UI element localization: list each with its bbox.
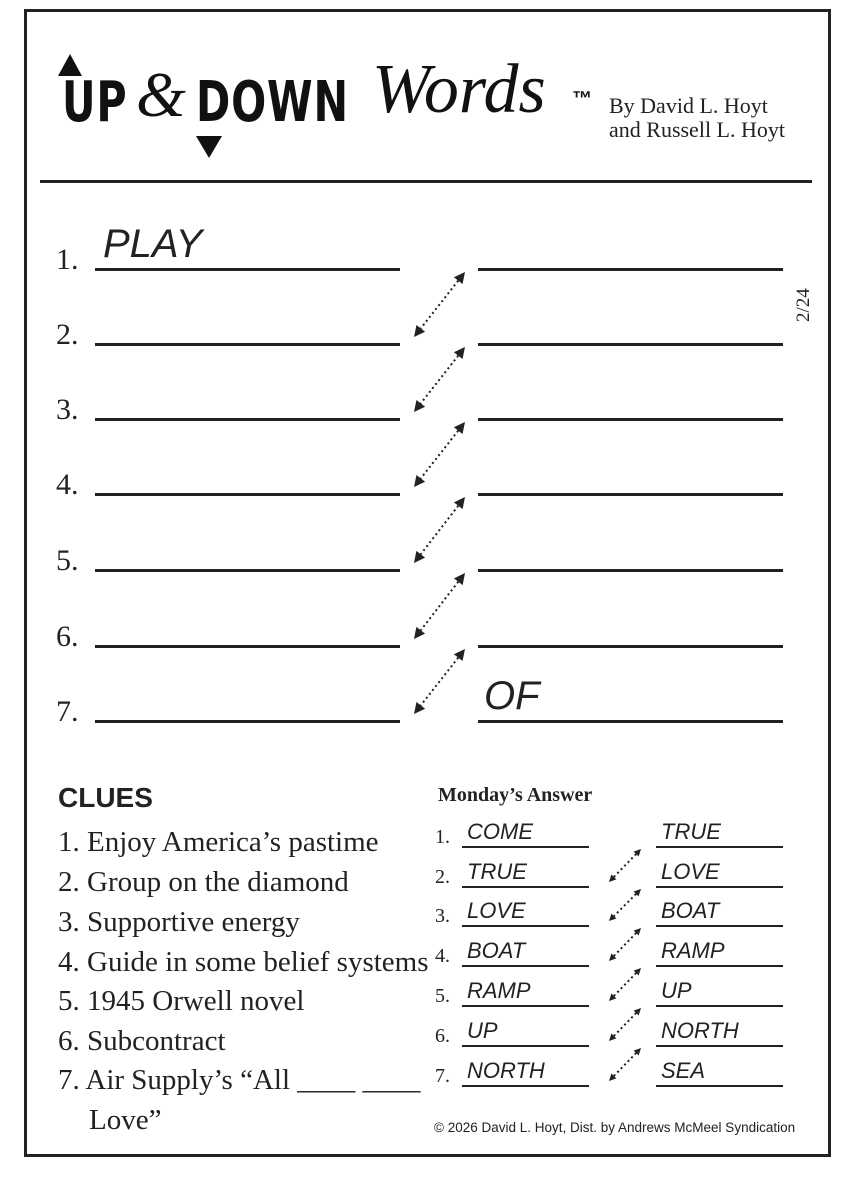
answer-line-right — [656, 965, 783, 967]
clue-item: 3. Supportive energy — [58, 906, 300, 938]
answer-line-left — [462, 886, 589, 888]
double-arrow-icon — [601, 1040, 649, 1089]
row-number: 6. — [56, 620, 79, 653]
left-word: PLAY — [103, 222, 203, 266]
answer-left-word: COME — [467, 819, 533, 844]
row-number: 5. — [56, 544, 79, 577]
answer-row-number: 7. — [435, 1065, 450, 1087]
answer-line-right — [656, 886, 783, 888]
answer-line-left[interactable] — [95, 343, 400, 346]
answer-left-word: TRUE — [467, 859, 527, 884]
answer-row-number: 4. — [435, 945, 450, 967]
answer-line-left[interactable] — [95, 645, 400, 648]
row-number: 4. — [56, 468, 79, 501]
clue-item: 4. Guide in some belief systems — [58, 946, 429, 978]
copyright: © 2026 David L. Hoyt, Dist. by Andrews McMeel Syndication — [434, 1120, 796, 1135]
answer-right-word: UP — [661, 978, 692, 1003]
double-arrow-icon — [406, 339, 473, 420]
clue-item: 7. Air Supply’s “All ____ ____ — [58, 1064, 421, 1096]
double-arrow-icon — [406, 489, 473, 571]
answer-line-right[interactable] — [478, 418, 783, 421]
answer-line-left[interactable] — [95, 418, 400, 421]
header-divider — [40, 180, 812, 183]
answer-line-right[interactable] — [478, 645, 783, 648]
answer-right-word: SEA — [661, 1058, 706, 1083]
double-arrow-icon — [406, 641, 473, 722]
answer-line-left[interactable] — [95, 268, 400, 271]
answer-right-word: TRUE — [661, 819, 721, 844]
byline-author-1: By David L. Hoyt — [609, 93, 768, 118]
answer-line-left — [462, 846, 589, 848]
answer-left-word: LOVE — [467, 898, 526, 923]
logo-ampersand: & — [136, 59, 186, 130]
right-word: OF — [484, 674, 540, 718]
answer-line-left — [462, 1045, 589, 1047]
answer-line-right — [656, 1005, 783, 1007]
row-number: 1. — [56, 243, 79, 276]
answer-right-word: RAMP — [661, 938, 725, 963]
answer-row-number: 5. — [435, 985, 450, 1007]
trademark: ™ — [572, 88, 592, 110]
answer-right-word: LOVE — [661, 859, 720, 884]
answer-line-left — [462, 1005, 589, 1007]
clue-item: 2. Group on the diamond — [58, 866, 349, 898]
answer-row-number: 3. — [435, 905, 450, 927]
answer-line-left[interactable] — [95, 493, 400, 496]
double-arrow-icon — [406, 565, 473, 647]
answer-line-right — [656, 1045, 783, 1047]
answer-left-word: RAMP — [467, 978, 531, 1003]
row-number: 7. — [56, 695, 79, 728]
answer-line-right[interactable] — [478, 343, 783, 346]
clues-title: CLUES — [58, 782, 153, 813]
double-arrow-icon — [406, 264, 473, 345]
answer-line-left — [462, 1085, 589, 1087]
answer-line-right — [656, 925, 783, 927]
answer-right-word: NORTH — [661, 1018, 739, 1043]
row-number: 3. — [56, 393, 79, 426]
answer-title: Monday’s Answer — [438, 784, 593, 806]
double-arrow-icon — [406, 414, 473, 495]
clue-item: 1. Enjoy America’s pastime — [58, 826, 379, 858]
answer-line-left — [462, 925, 589, 927]
logo-down: DOWN — [196, 70, 349, 135]
logo-up: UP — [62, 70, 128, 135]
answer-line-right[interactable] — [478, 268, 783, 271]
answer-left-word: BOAT — [467, 938, 526, 963]
answer-line-left — [462, 965, 589, 967]
answer-row-number: 1. — [435, 826, 450, 848]
answer-line-left[interactable] — [95, 569, 400, 572]
answer-line-right[interactable] — [478, 493, 783, 496]
row-number: 2. — [56, 318, 79, 351]
answer-row-number: 2. — [435, 866, 450, 888]
answer-line-left[interactable] — [95, 720, 400, 723]
answer-line-right — [656, 846, 783, 848]
clue-item: 6. Subcontract — [58, 1025, 226, 1057]
answer-row-number: 6. — [435, 1025, 450, 1047]
clue-item: Love” — [89, 1104, 162, 1136]
answer-left-word: NORTH — [467, 1058, 545, 1083]
answer-right-word: BOAT — [661, 898, 720, 923]
answer-line-right[interactable] — [478, 569, 783, 572]
down-arrow-icon — [196, 134, 222, 160]
byline — [609, 94, 785, 142]
byline-author-2: and Russell L. Hoyt — [609, 117, 785, 142]
answer-line-right[interactable] — [478, 720, 783, 723]
date-code: 2/24 — [793, 288, 814, 322]
logo-words: Words — [372, 51, 546, 128]
logo — [58, 51, 598, 160]
answer-left-word: UP — [467, 1018, 498, 1043]
answer-line-right — [656, 1085, 783, 1087]
clue-item: 5. 1945 Orwell novel — [58, 985, 305, 1017]
